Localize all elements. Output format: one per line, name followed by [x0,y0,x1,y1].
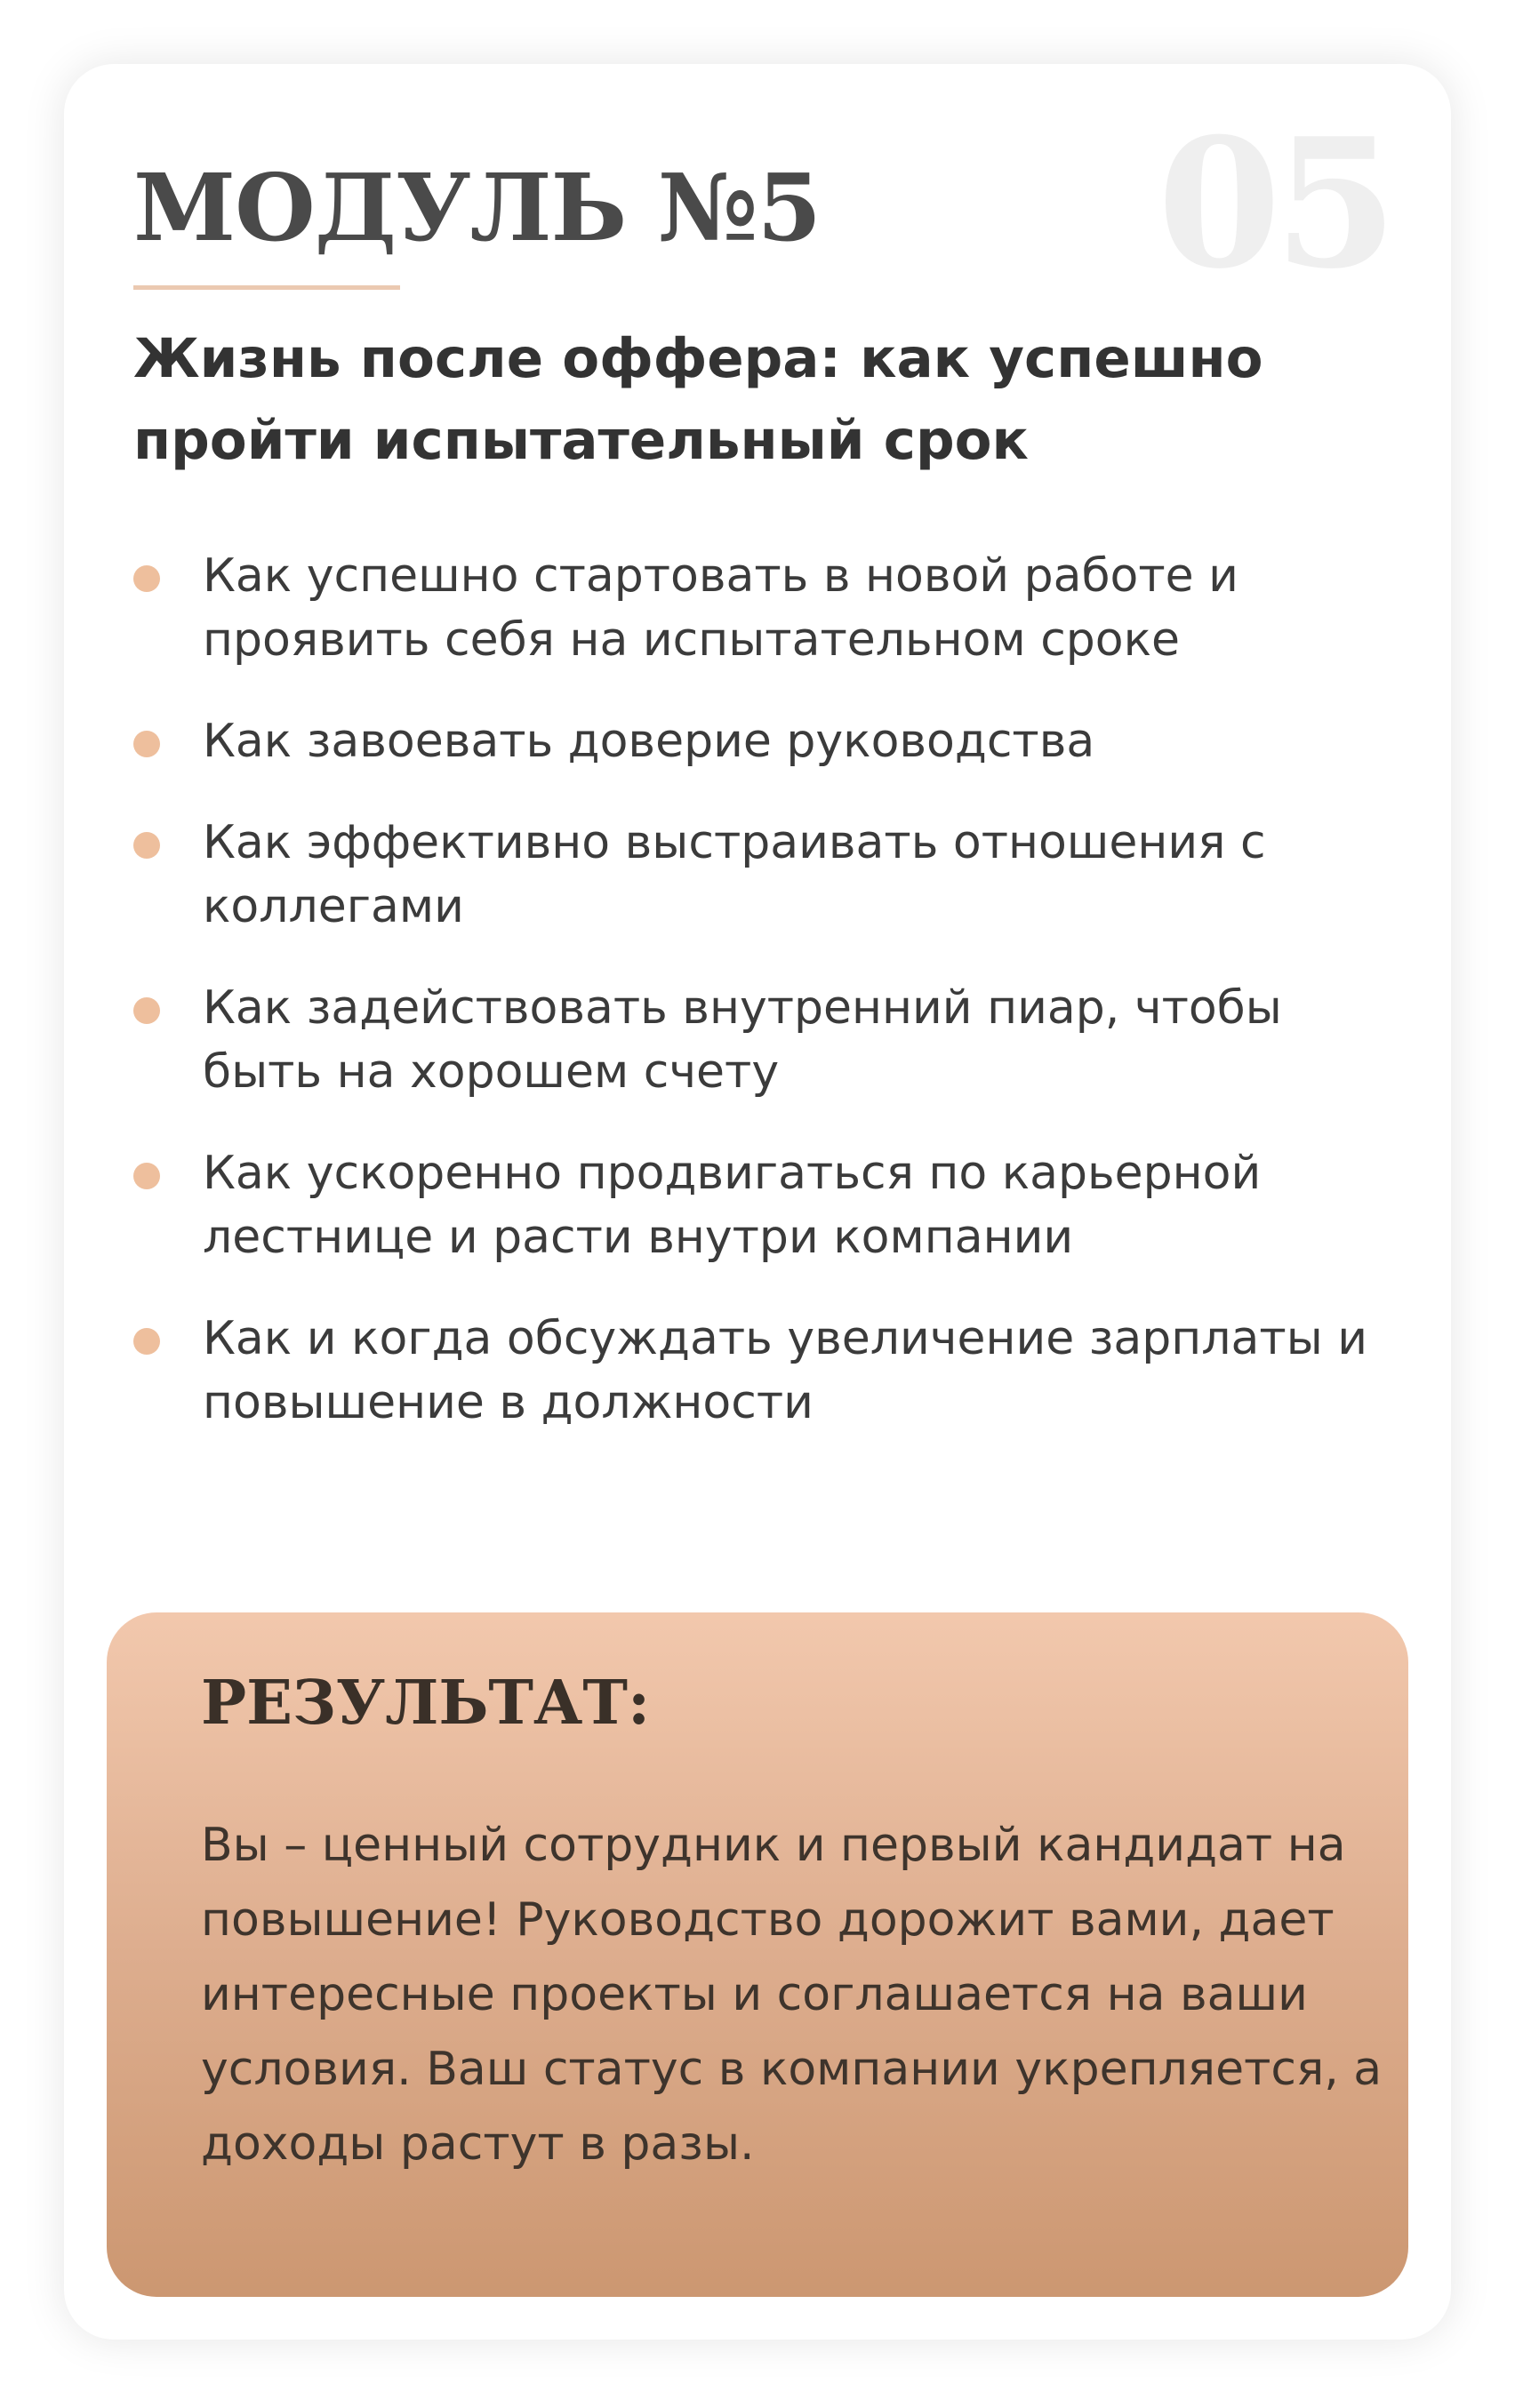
list-item-text: Как и когда обсуждать увеличение зарплаты и повышение в должности [203,1312,1368,1429]
list-item-text: Как эффективно выстраивать отношения с коллегами [203,816,1266,933]
bullet-dot-icon [133,1163,160,1189]
list-item [133,811,1396,939]
list-item [133,1307,1396,1435]
module-card [64,64,1451,2340]
module-subtitle: Жизнь после оффера: как успешно пройти испытательный срок [133,327,1263,472]
result-text: Вы – ценный сотрудник и первый кандидат на повышение! Руководство дорожит вами, дает интересные проекты и соглашается на ваши условия. Ваш статус в компании укрепляется, а доходы растут в разы. [201,1819,1383,2171]
list-item [133,709,1396,773]
list-item [133,1141,1396,1269]
list-item-text: Как успешно стартовать в новой работе и проявить себя на испытательном сроке [203,549,1238,667]
list-item-text: Как ускоренно продвигаться по карьерной лестнице и расти внутри компании [203,1147,1262,1264]
bullet-dot-icon [133,565,160,592]
bullet-dot-icon [133,832,160,859]
list-item-text: Как завоевать доверие руководства [203,715,1095,768]
title-underline-divider [133,285,400,290]
bullet-dot-icon [133,1328,160,1355]
result-panel [107,1612,1408,2297]
list-item [133,976,1396,1104]
list-item-text: Как задействовать внутренний пиар, чтобы быть на хорошем счету [203,981,1282,1099]
module-number-watermark: 05 [1157,100,1391,308]
bullet-dot-icon [133,731,160,757]
topics-list [133,544,1396,1472]
bullet-dot-icon [133,997,160,1024]
list-item [133,544,1396,672]
module-title: МОДУЛЬ №5 [133,153,821,262]
result-title: РЕЗУЛЬТАТ: [201,1668,651,1739]
